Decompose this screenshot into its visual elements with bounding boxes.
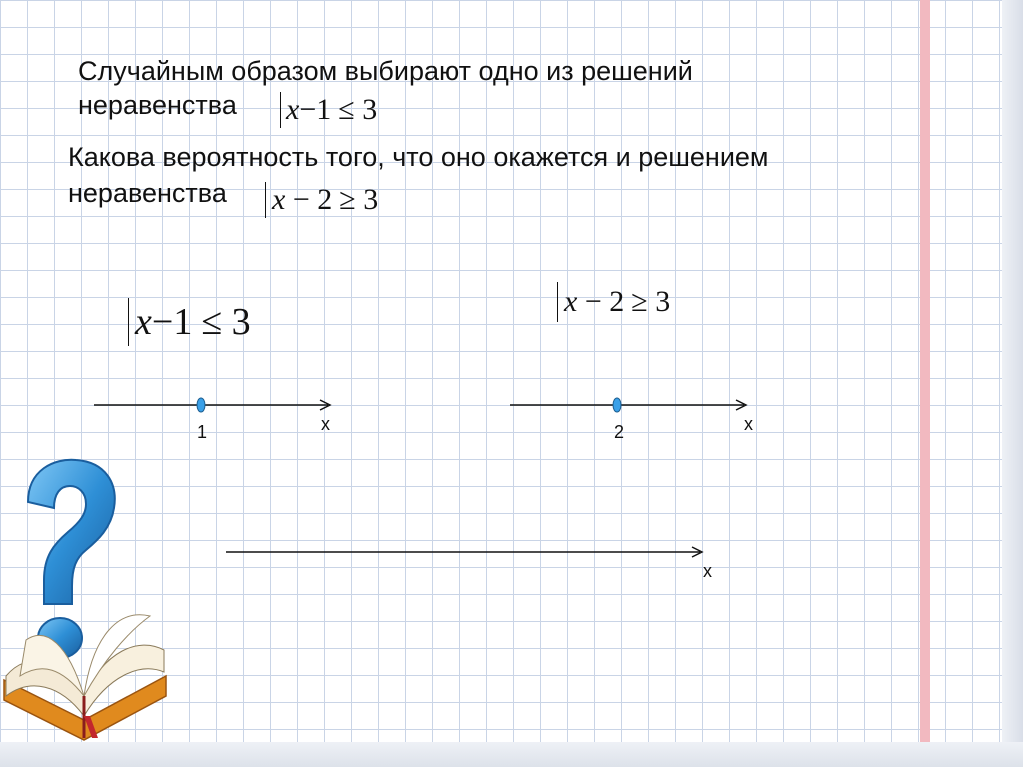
point-label-1: 1 [197, 422, 208, 442]
number-line-c [222, 540, 712, 564]
page-edge-bottom [0, 742, 1023, 767]
problem-line-1: Случайным образом выбирают одно из решений [78, 56, 693, 86]
question-line-1: Какова вероятность того, что оно окажется и решением [68, 142, 769, 172]
point-marker-1 [197, 398, 205, 412]
point-marker-2 [613, 398, 621, 412]
axis-label-b: x [744, 414, 753, 434]
problem-line-2: неравенства [78, 90, 237, 120]
inequality-2-inline: x − 2 ≥ 3 [265, 182, 378, 218]
notebook-margin-line [920, 0, 930, 767]
point-label-2: 2 [614, 422, 625, 442]
axis-label-a: x [321, 414, 330, 434]
question-line-2: неравенства [68, 178, 227, 208]
inequality-2-heading: x − 2 ≥ 3 [557, 282, 670, 322]
inequality-1-inline: x−1 ≤ 3 [280, 92, 377, 128]
number-line-a [90, 393, 340, 417]
number-line-b [506, 393, 756, 417]
inequality-1-heading: x−1 ≤ 3 [128, 298, 251, 346]
page-edge-right [1002, 0, 1023, 767]
axis-label-c: x [703, 561, 712, 581]
open-book-icon [0, 592, 170, 742]
